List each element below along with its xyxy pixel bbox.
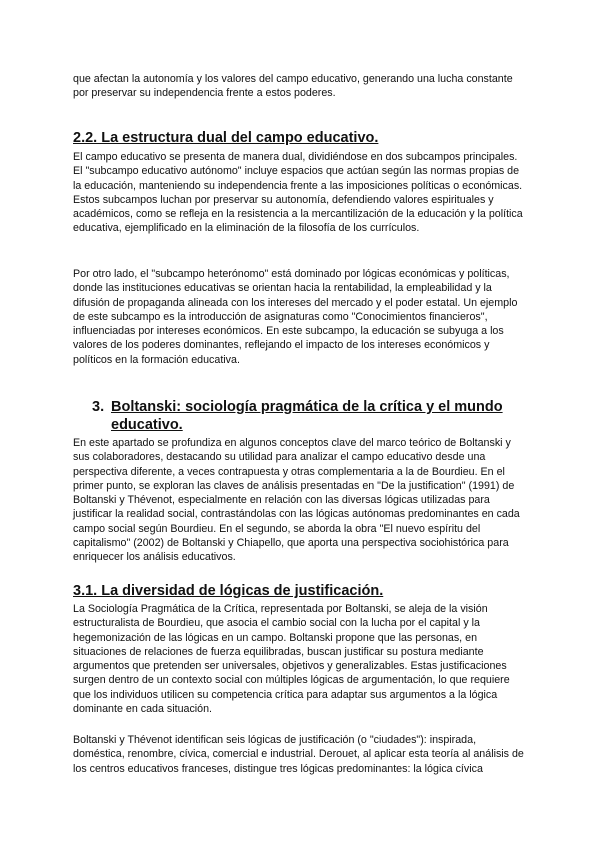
heading-3-1: 3.1. La diversidad de lógicas de justificación. (73, 583, 384, 599)
heading-3 (92, 398, 528, 434)
heading-3-text: Boltanski: sociología pragmática de la crítica y el mundo educativo. (111, 399, 503, 433)
paragraph-logicas-2: Boltanski y Thévenot identifican seis lógicas de justificación (o "ciudades"): inspirada, doméstica, renombre, cívica, comercial e industrial. Derouet, al aplicar esta teoría al análisis de los centros educativos franceses, distingue tres lógicas predominantes: la lógica cívica (73, 734, 524, 775)
heading-2-2: 2.2. La estructura dual del campo educativo. (73, 130, 379, 146)
paragraph-logicas-1: La Sociología Pragmática de la Crítica, representada por Boltanski, se aleja de la visión estructuralista de Bourdieu, que asocia el cambio social con la lucha por el capital y la hegemonización de las lógicas en un campo. Boltanski propone que las personas, en situaciones de relaciones de fuerza equilibradas, buscan justificar su postura mediante argumentos que pretenden ser universales, objetivos y generalizables. Estas justificaciones surgen dentro de un contexto social con múltiples lógicas de argumentación, lo que requiere que los individuos utilicen su competencia crítica para adaptar sus argumentos a la lógica dominante en cada situación. (73, 603, 510, 716)
paragraph-dual-1: El campo educativo se presenta de manera dual, dividiéndose en dos subcampos principales. El "subcampo educativo autónomo" incluye espacios que actúan según las normas propias de la educación, manteniendo su independencia frente a las imposiciones políticas o económicas. Estos subcampos luchan por preservar su autonomía, defendiendo valores espirituales y académicos, como se refleja en la resistencia a la mercantilización de la educación y la política educativa, ejemplificado en la eliminación de la filosofía de los currículos. (73, 151, 523, 235)
paragraph-boltanski-intro: En este apartado se profundiza en algunos conceptos clave del marco teórico de Boltanski y sus colaboradores, destacando su utilidad para analizar el campo educativo desde una perspectiva diferente, a veces contrapuesta y otras complementaria a la de Bourdieu. En el primer punto, se exploran las claves de análisis presentadas en "De la justification" (1991) de Boltanski y Thévenot, especialmente en relación con las diversas lógicas utilizadas para justificar la realidad social, contrastándolas con las lógicas autónomas predominantes en cada campo social según Bourdieu. En el segundo, se aborda la obra "El nuevo espíritu del capitalismo" (2002) de Boltanski y Chiapello, que aporta una perspectiva sociohistórica para enriquecer los análisis educativos. (73, 437, 520, 564)
paragraph-dual-2: Por otro lado, el "subcampo heterónomo" está dominado por lógicas económicas y políticas, donde las instituciones educativas se orientan hacia la rentabilidad, la empleabilidad y la difusión de propaganda alineada con los intereses del mercado y el poder estatal. Un ejemplo de este subcampo es la introducción de asignaturas como "Conocimientos financieros", influenciadas por intereses económicos. En este subcampo, la educación se subyuga a los valores de los poderes dominantes, reflejando el impacto de los intereses económicos y políticos en la formación educativa. (73, 268, 518, 366)
paragraph-intro: que afectan la autonomía y los valores del campo educativo, generando una lucha constante por preservar su independencia frente a estos poderes. (73, 73, 513, 100)
heading-3-number: 3. (92, 399, 105, 415)
